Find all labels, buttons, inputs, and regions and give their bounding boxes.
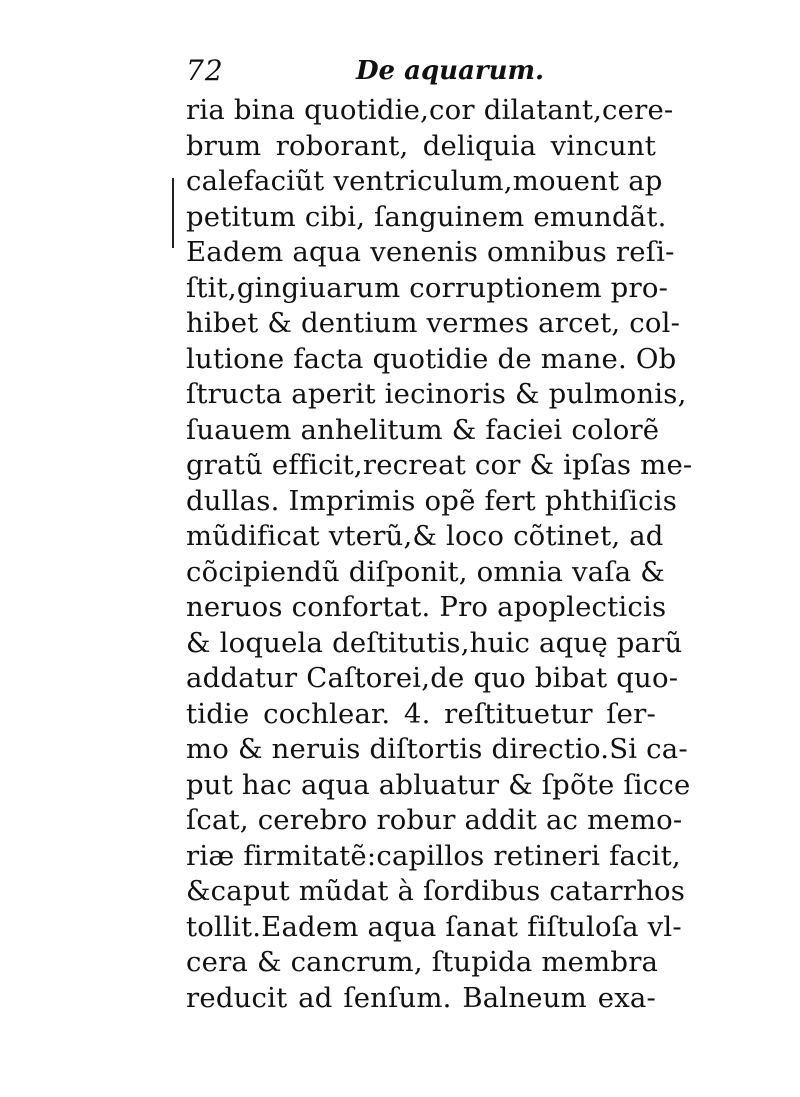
text-line: tollit.Eadem aqua ſanat fiſtuloſa vl- bbox=[186, 910, 682, 943]
text-line: ſtructa aperit iecinoris & pulmonis, bbox=[186, 378, 687, 410]
text-line: ſuauem anhelitum & faciei colorẽ bbox=[186, 413, 660, 446]
text-line: riæ firmitatẽ:capillos retineri facit, bbox=[186, 839, 681, 872]
text-line: ſcat, cerebro robur addit ac memo- bbox=[186, 804, 683, 836]
text-line: Eadem aqua venenis omnibus reſi- bbox=[186, 236, 675, 268]
text-line: reducit ad ſenſum. Balneum exa- bbox=[186, 981, 656, 1014]
text-line: gratũ efficit,recreat cor & ipſas me- bbox=[186, 449, 693, 481]
text-line: brum roborant, deliquia vincunt bbox=[186, 129, 656, 162]
text-line: calefaciũt ventriculum,mouent ap bbox=[186, 165, 663, 197]
text-line: lutione facta quotidie de mane. Ob bbox=[186, 342, 677, 375]
text-line: addatur Caſtorei,de quo bibat quo- bbox=[186, 662, 679, 694]
text-line: mo & neruis diſtortis directio.Si ca- bbox=[186, 733, 688, 765]
text-line: mũdificat vterũ,& loco cõtinet, ad bbox=[186, 520, 664, 552]
text-line: neruos confortat. Pro apoplecticis bbox=[186, 591, 667, 623]
text-line: tidie cochlear. 4. reſtituetur ſer- bbox=[186, 697, 656, 730]
page-header bbox=[186, 54, 656, 94]
text-line: dullas. Imprimis opẽ fert phthiſicis bbox=[186, 484, 678, 517]
text-line: cera & cancrum, ſtupida membra bbox=[186, 946, 659, 978]
running-head: De aquarum. bbox=[356, 56, 545, 86]
text-line: ria bina quotidie,cor dilatant,cere- bbox=[186, 94, 674, 126]
text-line: petitum cibi, ſanguinem emundãt. bbox=[186, 200, 667, 233]
text-line: put hac aqua abluatur & ſpõte ſicce bbox=[186, 768, 691, 801]
text-line: hibet & dentium vermes arcet, col- bbox=[186, 307, 681, 339]
page-number: 72 bbox=[186, 54, 224, 87]
text-line: &caput mũdat à ſordibus catarrhos bbox=[186, 875, 686, 907]
text-line: ſtit,gingiuarum corruptionem pro- bbox=[186, 271, 669, 304]
margin-mark bbox=[172, 178, 174, 248]
text-line: & loquela deſtitutis,huic aquę parũ bbox=[186, 626, 683, 659]
body-text bbox=[186, 93, 693, 1016]
text-line: cõcipiendũ diſponit, omnia vaſa & bbox=[186, 555, 665, 588]
